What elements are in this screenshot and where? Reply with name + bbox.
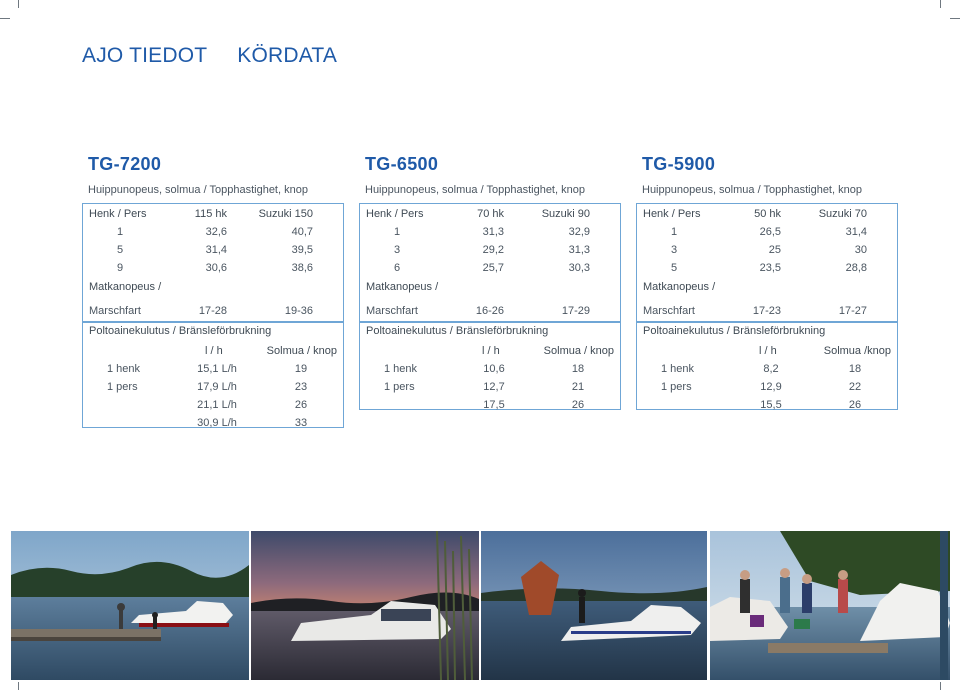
model-title: TG-6500 [365, 154, 439, 174]
crop-mark [18, 682, 19, 690]
speed-cell: 26,5 [759, 226, 781, 238]
fuel-header-row [360, 343, 620, 359]
fuel-header-cell: l / h [205, 345, 223, 357]
fuel-cell: 1 pers [107, 381, 138, 393]
speed-header-row [83, 206, 343, 222]
speed-row [360, 224, 620, 240]
fuel-cell: 17,5 [483, 399, 505, 411]
speed-cell: 38,6 [291, 262, 313, 274]
speed-row [637, 260, 897, 276]
crop-mark [0, 18, 10, 19]
fuel-cell: 22 [848, 381, 862, 393]
fuel-consumption-table [359, 322, 621, 410]
fuel-header-cell: l / h [759, 345, 777, 357]
cruise-row [360, 303, 620, 319]
fuel-header-cell: l / h [482, 345, 500, 357]
photo-people-loading-boat-image [710, 531, 950, 680]
fuel-cell: 1 pers [661, 381, 692, 393]
cruise-label-1: Matkanopeus / [366, 281, 439, 293]
speed-caption: Huippunopeus, solmua / Topphastighet, knop [88, 184, 308, 196]
speed-cell: 9 [117, 262, 124, 274]
fuel-row [360, 397, 620, 413]
fuel-cell: 18 [571, 363, 585, 375]
speed-caption: Huippunopeus, solmua / Topphastighet, knop [365, 184, 585, 196]
photo-people-loading-boat [710, 531, 950, 680]
fuel-cell: 1 henk [384, 363, 418, 375]
cruise-row [637, 303, 897, 319]
fuel-header-row [637, 343, 897, 359]
fuel-cell: 21,1 L/h [197, 399, 237, 411]
speed-cell: 31,3 [482, 226, 504, 238]
speed-row [83, 260, 343, 276]
speed-header-row [360, 206, 620, 222]
fuel-header-cell: Solmua / knop [543, 345, 614, 357]
speed-cell: 6 [394, 262, 401, 274]
speed-row [360, 260, 620, 276]
fuel-cell: 15,1 L/h [197, 363, 237, 375]
speed-row [360, 242, 620, 258]
model-title: TG-5900 [642, 154, 716, 174]
speed-cell: 25,7 [482, 262, 504, 274]
speed-cell: 5 [117, 244, 124, 256]
fuel-caption: Poltoainekulutus / Bränsleförbrukning [366, 325, 549, 337]
top-speed-table [359, 203, 621, 322]
cruise-value: 16-26 [475, 305, 504, 317]
photo-boat-at-sunset-image [251, 531, 479, 680]
cruise-value: 17-23 [752, 305, 781, 317]
speed-caption: Huippunopeus, solmua / Topphastighet, knop [642, 184, 862, 196]
fuel-header-cell: Solmua / knop [266, 345, 337, 357]
fuel-row [637, 397, 897, 413]
cruise-label-1: Matkanopeus / [89, 281, 162, 293]
speed-cell: 31,4 [845, 226, 867, 238]
speed-cell: 3 [671, 244, 678, 256]
cruise-value: 19-36 [284, 305, 313, 317]
speed-header-cell: Suzuki 90 [541, 208, 590, 220]
speed-cell: 1 [117, 226, 124, 238]
fuel-cell: 33 [294, 417, 308, 429]
speed-cell: 31,3 [568, 244, 590, 256]
speed-header-cell: 50 hk [754, 208, 781, 220]
fuel-cell: 1 pers [384, 381, 415, 393]
fuel-cell: 26 [848, 399, 862, 411]
speed-header-cell: Suzuki 150 [258, 208, 313, 220]
photo-boat-with-man-image [481, 531, 707, 680]
fuel-cell: 10,6 [483, 363, 505, 375]
fuel-header-cell: Solmua /knop [823, 345, 891, 357]
fuel-consumption-table [82, 322, 344, 428]
photo-boats-at-dock-image [11, 531, 249, 680]
model-title: TG-7200 [88, 154, 162, 174]
page-title [82, 44, 337, 68]
speed-cell: 28,8 [845, 262, 867, 274]
speed-cell: 25 [768, 244, 781, 256]
fuel-cell: 18 [848, 363, 862, 375]
crop-mark [940, 0, 941, 8]
cruise-label-1: Matkanopeus / [643, 281, 716, 293]
photo-boat-at-sunset [251, 531, 479, 680]
speed-cell: 40,7 [291, 226, 313, 238]
fuel-row [83, 397, 343, 413]
speed-cell: 32,6 [205, 226, 227, 238]
fuel-caption: Poltoainekulutus / Bränsleförbrukning [89, 325, 272, 337]
speed-row [637, 242, 897, 258]
fuel-row [360, 361, 620, 377]
fuel-cell: 17,9 L/h [197, 381, 237, 393]
crop-mark [950, 18, 960, 19]
fuel-cell: 1 henk [661, 363, 695, 375]
fuel-cell: 8,2 [763, 363, 779, 375]
cruise-label-2: Marschfart [366, 305, 418, 317]
crop-mark [940, 682, 941, 690]
photo-edge-strip [940, 531, 948, 680]
speed-row [83, 242, 343, 258]
speed-header-cell: 115 hk [194, 208, 227, 220]
fuel-consumption-table [636, 322, 898, 410]
speed-cell: 23,5 [759, 262, 781, 274]
page-title-fi: AJO TIEDOT [82, 44, 208, 67]
photo-boat-with-man [481, 531, 707, 680]
speed-header-cell: Henk / Pers [89, 208, 147, 220]
top-speed-table [82, 203, 344, 322]
speed-header-cell: Suzuki 70 [818, 208, 867, 220]
fuel-cell: 12,7 [483, 381, 505, 393]
fuel-caption: Poltoainekulutus / Bränsleförbrukning [643, 325, 826, 337]
photo-boats-at-dock [11, 531, 249, 680]
speed-row [83, 224, 343, 240]
fuel-cell: 30,9 L/h [197, 417, 237, 429]
cruise-label-2: Marschfart [643, 305, 695, 317]
fuel-row [360, 379, 620, 395]
fuel-row [637, 361, 897, 377]
speed-cell: 3 [394, 244, 401, 256]
fuel-row [83, 415, 343, 431]
cruise-value: 17-28 [198, 305, 227, 317]
fuel-header-row [83, 343, 343, 359]
fuel-row [83, 379, 343, 395]
fuel-cell: 21 [571, 381, 585, 393]
cruise-value: 17-29 [561, 305, 590, 317]
fuel-cell: 23 [294, 381, 308, 393]
cruise-row [83, 303, 343, 319]
speed-cell: 31,4 [205, 244, 227, 256]
fuel-cell: 1 henk [107, 363, 141, 375]
speed-header-cell: 70 hk [477, 208, 504, 220]
cruise-label-2: Marschfart [89, 305, 141, 317]
speed-header-row [637, 206, 897, 222]
top-speed-table [636, 203, 898, 322]
speed-row [637, 224, 897, 240]
speed-cell: 29,2 [482, 244, 504, 256]
fuel-cell: 26 [294, 399, 308, 411]
speed-cell: 39,5 [291, 244, 313, 256]
speed-cell: 30,3 [568, 262, 590, 274]
fuel-cell: 12,9 [760, 381, 782, 393]
crop-mark [18, 0, 19, 8]
fuel-row [637, 379, 897, 395]
speed-cell: 32,9 [568, 226, 590, 238]
speed-cell: 30,6 [205, 262, 227, 274]
cruise-value: 17-27 [838, 305, 867, 317]
fuel-row [83, 361, 343, 377]
fuel-cell: 19 [294, 363, 308, 375]
speed-header-cell: Henk / Pers [366, 208, 424, 220]
speed-cell: 30 [854, 244, 867, 256]
speed-cell: 1 [671, 226, 678, 238]
page-title-sv: KÖRDATA [237, 44, 338, 67]
fuel-cell: 15,5 [760, 399, 782, 411]
speed-cell: 5 [671, 262, 678, 274]
speed-header-cell: Henk / Pers [643, 208, 701, 220]
fuel-cell: 26 [571, 399, 585, 411]
speed-cell: 1 [394, 226, 401, 238]
